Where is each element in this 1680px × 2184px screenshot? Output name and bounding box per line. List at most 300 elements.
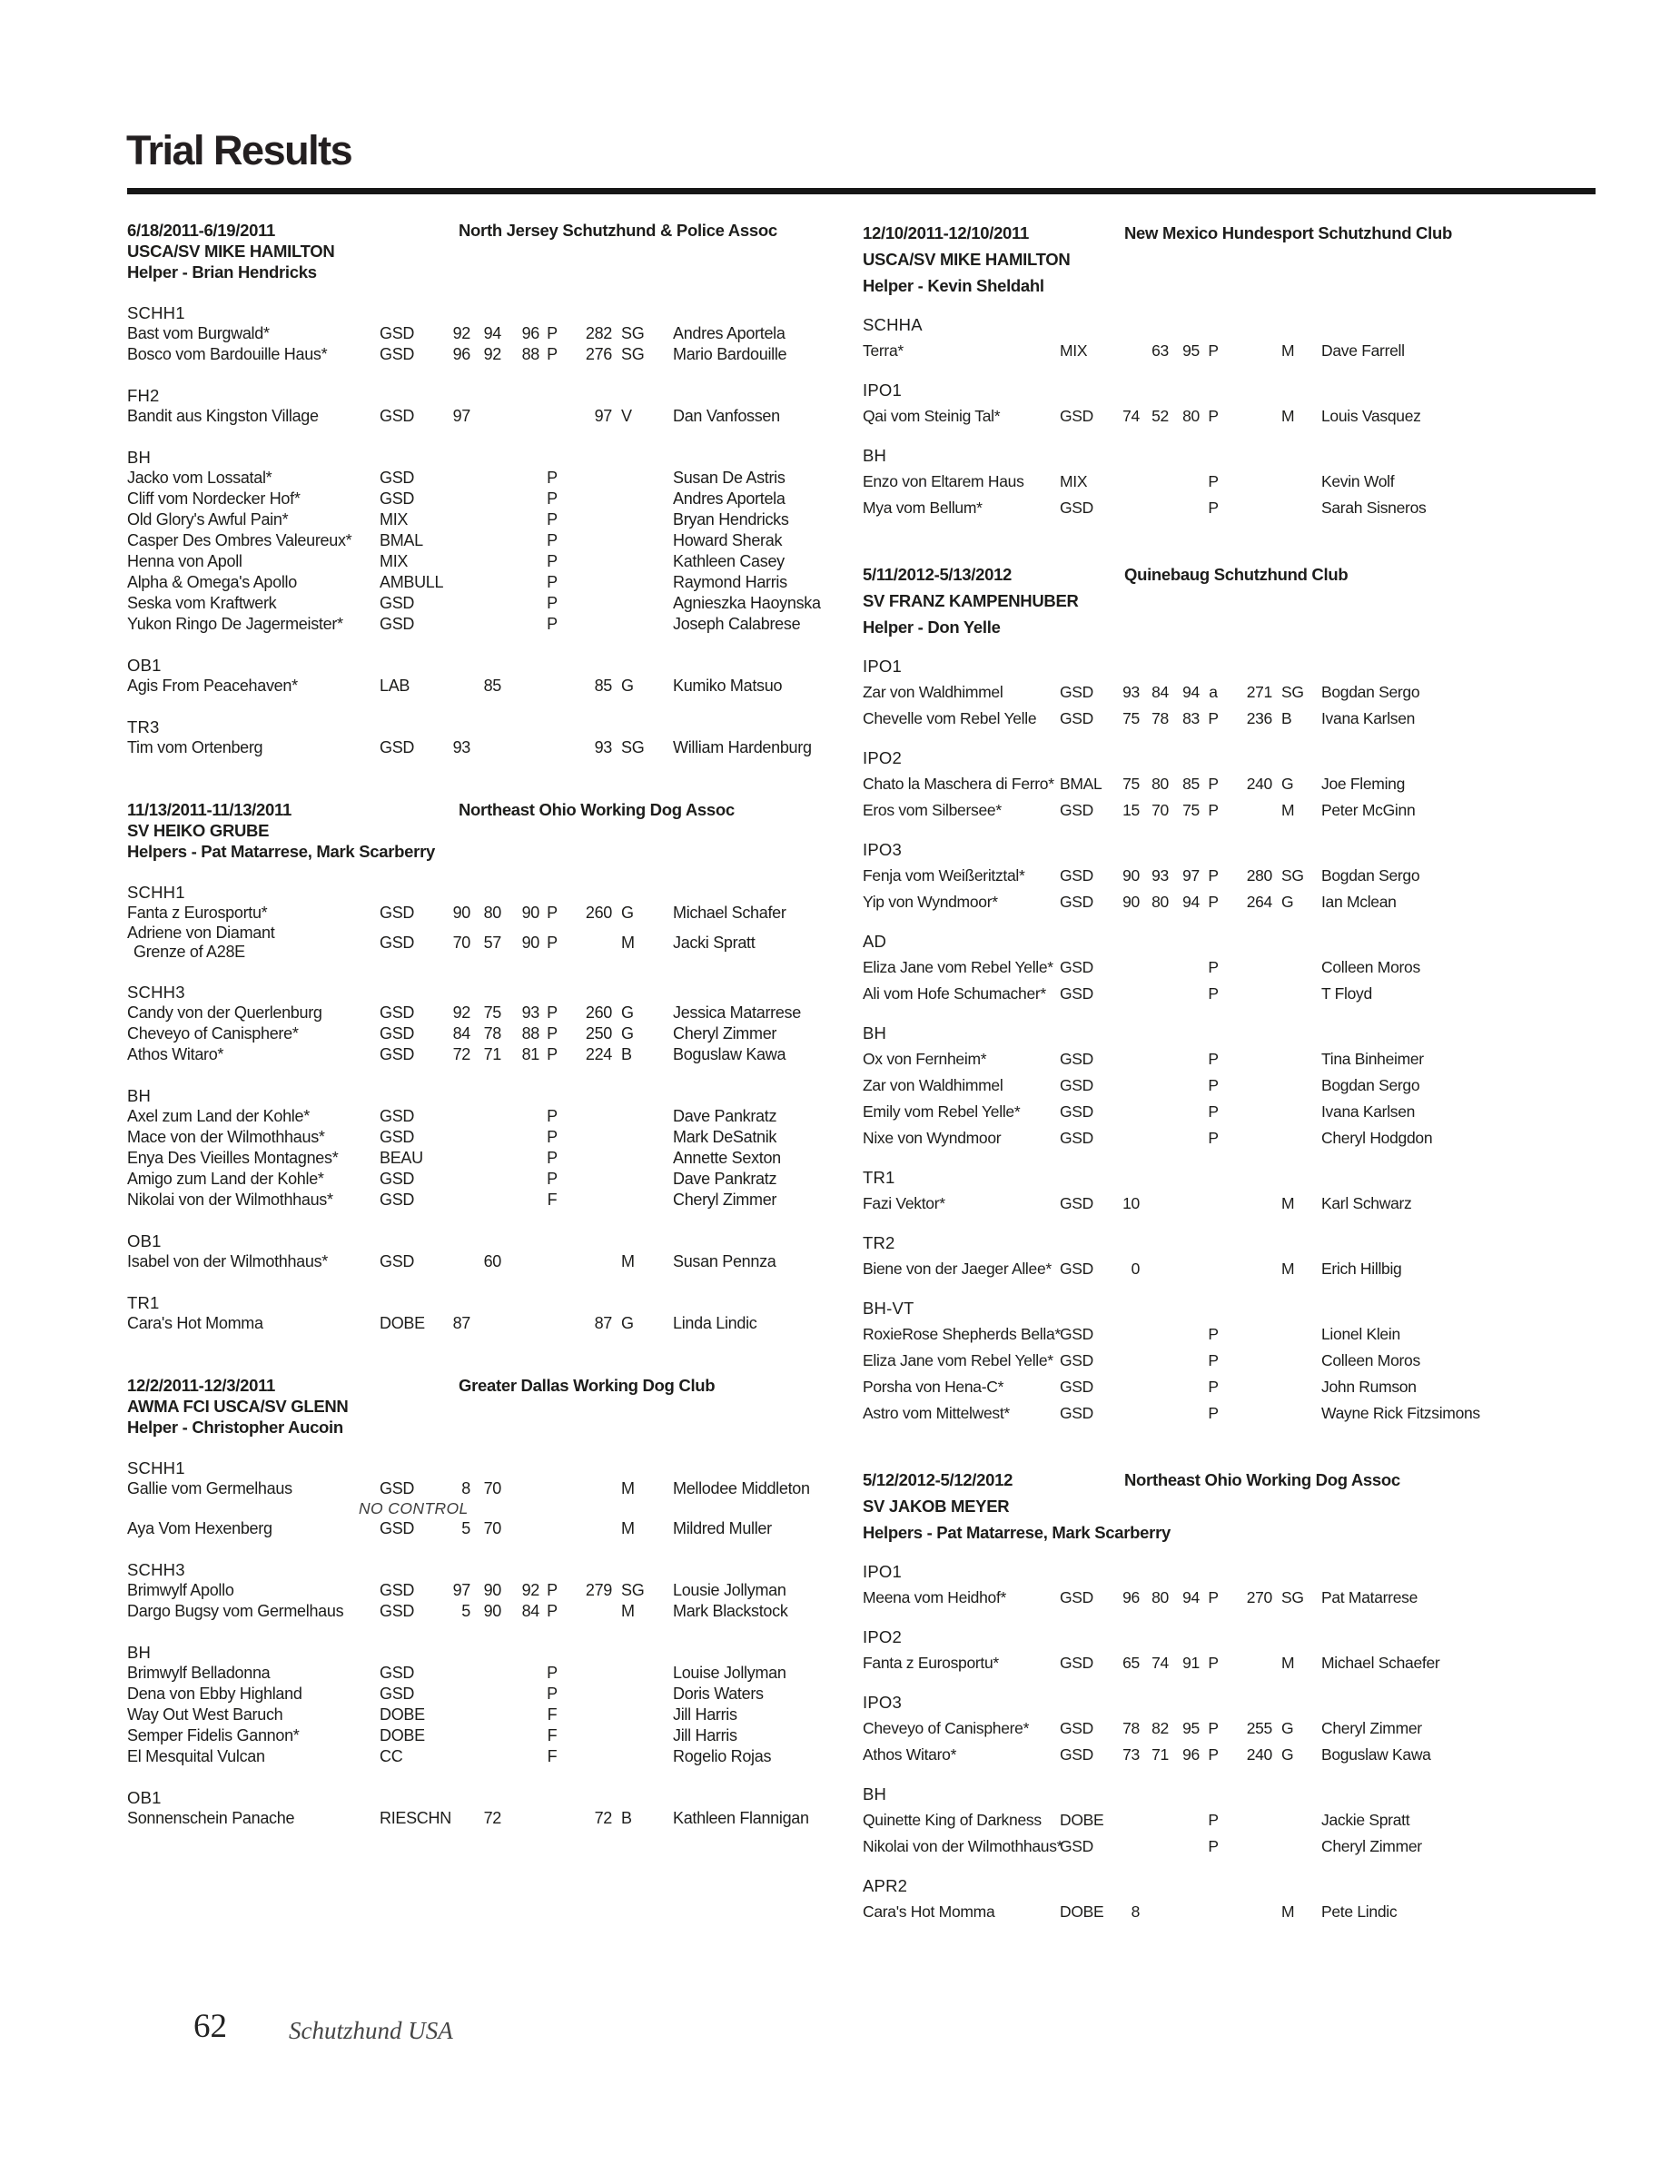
result-row <box>127 1106 817 1127</box>
handler-name: Mellodee Middleton <box>673 1479 810 1497</box>
breed: GSD <box>380 615 415 633</box>
result-row <box>863 1833 1589 1860</box>
rating: M <box>1281 1902 1295 1921</box>
section-title: BH <box>863 1023 887 1043</box>
pass-fail-flag: P <box>547 1581 558 1599</box>
handler-name: Kevin Wolf <box>1321 472 1395 490</box>
dog-name <box>127 677 380 696</box>
dog-name-line: Yip von Wyndmoor* <box>863 893 998 911</box>
title-section <box>863 1624 1589 1676</box>
score-protection: 80 <box>1182 407 1200 425</box>
rating: M <box>1281 341 1295 360</box>
handler-name: Bogdan Sergo <box>1321 1076 1420 1094</box>
score-protection: 91 <box>1182 1654 1200 1672</box>
pass-fail-flag: P <box>1208 801 1219 819</box>
rating: M <box>1281 1260 1295 1278</box>
trial-helper: Helper - Kevin Sheldahl <box>863 275 1044 295</box>
score-tracking: 90 <box>452 904 470 922</box>
section-title: OB1 <box>127 1231 162 1250</box>
result-row <box>863 1585 1589 1611</box>
score-protection: 95 <box>1182 1719 1200 1737</box>
dog-name-line: Nikolai von der Wilmothhaus* <box>863 1837 1063 1855</box>
page-number: 62 <box>193 2008 227 2045</box>
rating: SG <box>621 345 645 363</box>
rating: M <box>1281 407 1295 425</box>
handler-name: Cheryl Zimmer <box>1321 1719 1422 1737</box>
result-row <box>127 1580 817 1601</box>
trial-dates: 11/13/2011-11/13/2011 <box>127 799 292 819</box>
section-title: IPO1 <box>863 657 902 676</box>
trial-club: North Jersey Schutzhund & Police Assoc <box>459 220 777 240</box>
title-section <box>863 1020 1589 1151</box>
result-row <box>127 1725 817 1746</box>
handler-name: Mark Blackstock <box>673 1602 788 1620</box>
breed: GSD <box>1060 1404 1094 1422</box>
pass-fail-flag: P <box>547 1003 558 1022</box>
result-row <box>863 1046 1589 1072</box>
dog-name-line: Enya Des Vieilles Montagnes* <box>127 1149 339 1167</box>
rating: SG <box>1281 866 1304 884</box>
rating: M <box>621 1602 635 1620</box>
pass-fail-flag: P <box>1208 1102 1219 1121</box>
section-title: SCHHA <box>863 315 923 334</box>
breed: GSD <box>380 1170 415 1188</box>
pass-fail-flag: P <box>1208 1050 1219 1068</box>
section-title: BH <box>863 446 887 465</box>
result-row <box>863 1348 1589 1374</box>
trial-club: Northeast Ohio Working Dog Assoc <box>1124 1469 1400 1489</box>
dog-name-line: Quinette King of Darkness <box>863 1811 1042 1829</box>
dog-name-line: Ox von Fernheim* <box>863 1050 987 1068</box>
result-row <box>127 1746 817 1767</box>
dog-name-line: Dena von Ebby Highland <box>127 1685 302 1703</box>
breed: GSD <box>380 1581 415 1599</box>
breed: GSD <box>380 324 415 342</box>
pass-fail-flag: F <box>547 1705 558 1724</box>
dog-name <box>863 1351 1060 1370</box>
total-score: 72 <box>594 1809 612 1827</box>
handler-name: T Floyd <box>1321 984 1372 1003</box>
dog-name-line: Eliza Jane vom Rebel Yelle* <box>863 1351 1053 1369</box>
dog-name-line: Cara's Hot Momma <box>127 1314 263 1332</box>
rating: B <box>621 1809 632 1827</box>
breed: GSD <box>380 1107 415 1125</box>
dog-name-line: Yukon Ringo De Jagermeister* <box>127 615 343 633</box>
breed: GSD <box>1060 866 1094 884</box>
score-protection: 85 <box>1182 775 1200 793</box>
breed: GSD <box>1060 1129 1094 1147</box>
dog-name-line: Eliza Jane vom Rebel Yelle* <box>863 958 1053 976</box>
score-obedience: 71 <box>483 1045 501 1063</box>
score-obedience: 92 <box>483 345 501 363</box>
handler-name: Colleen Moros <box>1321 1351 1420 1369</box>
total-score: 224 <box>585 1045 612 1063</box>
score-protection: 95 <box>1182 341 1200 360</box>
handler-name: Tina Binheimer <box>1321 1050 1424 1068</box>
dog-name <box>127 1581 380 1600</box>
trial-club: Northeast Ohio Working Dog Assoc <box>459 799 735 819</box>
breed: GSD <box>380 594 415 612</box>
section-title: IPO2 <box>863 1627 902 1646</box>
pass-fail-flag: P <box>1208 709 1219 727</box>
pass-fail-flag: P <box>1208 1719 1219 1737</box>
pass-fail-flag: P <box>1208 984 1219 1003</box>
pass-fail-flag: P <box>547 324 558 342</box>
result-row <box>127 1663 817 1684</box>
dog-name <box>863 958 1060 977</box>
dog-name <box>863 1194 1060 1213</box>
dog-name <box>863 341 1060 361</box>
handler-name: Michael Schaefer <box>1321 1654 1440 1672</box>
breed: GSD <box>380 1664 415 1682</box>
breed: GSD <box>1060 1745 1094 1764</box>
result-row <box>127 614 817 635</box>
dog-name-line: Fanta z Eurosportu* <box>127 904 268 922</box>
pass-fail-flag: a <box>1209 683 1218 701</box>
breed: DOBE <box>380 1726 425 1744</box>
result-row <box>127 468 817 489</box>
handler-name: Lousie Jollyman <box>673 1581 786 1599</box>
rating: SG <box>621 324 645 342</box>
score-protection: 96 <box>1182 1745 1200 1764</box>
dog-name <box>863 801 1060 820</box>
section-title: SCHH1 <box>127 1458 185 1477</box>
handler-name: Raymond Harris <box>673 573 787 591</box>
result-row <box>127 344 817 365</box>
result-row <box>863 495 1589 521</box>
pass-fail-flag: P <box>547 1170 558 1188</box>
title-section <box>863 928 1589 1007</box>
section-title: BH <box>127 448 152 467</box>
score-protection: 81 <box>521 1045 539 1063</box>
handler-name: Boguslaw Kawa <box>673 1045 786 1063</box>
rating: SG <box>621 1581 645 1599</box>
dog-name-line: Mace von der Wilmothhaus* <box>127 1128 325 1146</box>
breed: GSD <box>380 904 415 922</box>
total-score: 260 <box>585 1003 612 1022</box>
score-obedience: 70 <box>1151 801 1169 819</box>
dog-name-line: Bandit aus Kingston Village <box>127 407 319 425</box>
dog-name <box>863 1050 1060 1069</box>
dog-name-line: Astro vom Mittelwest* <box>863 1404 1010 1422</box>
trial-dates: 6/18/2011-6/19/2011 <box>127 220 276 240</box>
result-row <box>127 1190 817 1211</box>
score-tracking: 8 <box>1131 1902 1140 1921</box>
pass-fail-flag: P <box>1208 1076 1219 1094</box>
handler-name: Cheryl Hodgdon <box>1321 1129 1433 1147</box>
handler-name: Colleen Moros <box>1321 958 1420 976</box>
section-title: BH <box>863 1784 887 1804</box>
result-row <box>127 1518 817 1539</box>
trial-dates: 5/12/2012-5/12/2012 <box>863 1469 1013 1489</box>
dog-name-line: Gallie vom Germelhaus <box>127 1479 292 1497</box>
result-row <box>127 676 817 697</box>
breed: GSD <box>1060 407 1094 425</box>
dog-name <box>863 1404 1060 1423</box>
dog-name <box>863 775 1060 794</box>
pass-fail-flag: P <box>547 1664 558 1682</box>
dog-name-line: Qai vom Steinig Tal* <box>863 407 1001 425</box>
title-section <box>863 1873 1589 1925</box>
handler-name: Pat Matarrese <box>1321 1588 1418 1606</box>
dog-name <box>863 1837 1063 1856</box>
section-title: FH2 <box>127 386 160 405</box>
dog-name <box>127 738 380 757</box>
rating: G <box>621 1003 634 1022</box>
score-obedience: 78 <box>1151 709 1169 727</box>
rating: SG <box>621 738 645 756</box>
score-obedience: 90 <box>483 1602 501 1620</box>
handler-name: Peter McGinn <box>1321 801 1416 819</box>
title-section <box>127 1787 817 1829</box>
score-obedience: 70 <box>483 1479 501 1497</box>
section-title: IPO3 <box>863 840 902 859</box>
handler-name: Cheryl Zimmer <box>1321 1837 1422 1855</box>
total-score: 271 <box>1246 683 1272 701</box>
score-protection: 75 <box>1182 801 1200 819</box>
score-tracking: 96 <box>1122 1588 1140 1606</box>
dog-name <box>863 1325 1060 1344</box>
trial-block <box>127 799 817 1334</box>
dog-name-line: Chevelle vom Rebel Yelle <box>863 709 1037 727</box>
result-row <box>863 1650 1589 1676</box>
handler-name: John Rumson <box>1321 1378 1417 1396</box>
trial-block <box>863 561 1589 1427</box>
score-obedience: 94 <box>483 324 501 342</box>
section-title: SCHH1 <box>127 883 185 902</box>
dog-name-line: Cheveyo of Canisphere* <box>863 1719 1030 1737</box>
score-tracking: 75 <box>1122 775 1140 793</box>
score-tracking: 93 <box>452 738 470 756</box>
handler-name: Rogelio Rojas <box>673 1747 772 1765</box>
section-title: TR2 <box>863 1233 895 1252</box>
handler-name: Ivana Karlsen <box>1321 709 1416 727</box>
title-section <box>127 1458 817 1539</box>
dog-name-line: Henna von Apoll <box>127 552 242 570</box>
breed: MIX <box>380 510 409 529</box>
breed: GSD <box>380 933 415 952</box>
dog-name-line: Isabel von der Wilmothhaus* <box>127 1252 329 1270</box>
title-section <box>127 1085 817 1211</box>
breed: GSD <box>1060 1837 1094 1855</box>
pass-fail-flag: P <box>547 1685 558 1703</box>
dog-name-line: Casper Des Ombres Valeureux* <box>127 531 352 549</box>
handler-name: Boguslaw Kawa <box>1321 1745 1431 1764</box>
dog-name-line: Ali vom Hofe Schumacher* <box>863 984 1046 1003</box>
breed: RIESCHN <box>380 1809 451 1827</box>
trial-dates: 12/10/2011-12/10/2011 <box>863 222 1030 242</box>
breed: LAB <box>380 677 410 695</box>
score-tracking: 72 <box>452 1045 470 1063</box>
dog-name-line: Athos Witaro* <box>863 1745 957 1764</box>
score-protection: 94 <box>1182 1588 1200 1606</box>
pass-fail-flag: P <box>547 552 558 570</box>
total-score: 240 <box>1246 1745 1272 1764</box>
section-title: IPO1 <box>863 1562 902 1581</box>
score-obedience: 93 <box>1151 866 1169 884</box>
title-section <box>127 1230 817 1272</box>
score-tracking: 93 <box>1122 683 1140 701</box>
dog-name <box>127 1519 380 1538</box>
dog-name <box>863 984 1060 1003</box>
trial-dates: 12/2/2011-12/3/2011 <box>127 1375 276 1395</box>
title-section <box>127 1642 817 1767</box>
result-row <box>863 469 1589 495</box>
dog-name <box>127 469 380 488</box>
handler-name: Kumiko Matsuo <box>673 677 783 695</box>
breed: GSD <box>1060 1654 1094 1672</box>
result-row <box>127 924 817 962</box>
section-title: BH-VT <box>863 1299 914 1318</box>
breed: GSD <box>1060 499 1094 517</box>
pass-fail-flag: P <box>1208 1745 1219 1764</box>
breed: DOBE <box>1060 1902 1104 1921</box>
breed: GSD <box>1060 958 1094 976</box>
section-title: TR1 <box>127 1293 160 1312</box>
total-score: 282 <box>585 324 612 342</box>
handler-name: Andres Aportela <box>673 489 786 508</box>
section-title: AD <box>863 932 887 951</box>
rating: M <box>621 1519 635 1537</box>
pass-fail-flag: F <box>547 1191 558 1209</box>
dog-name-line: Bosco vom Bardouille Haus* <box>127 345 328 363</box>
handler-name: Andres Aportela <box>673 324 786 342</box>
rating: SG <box>1281 1588 1304 1606</box>
rating: M <box>1281 801 1295 819</box>
trial-judge: SV JAKOB MEYER <box>863 1496 1010 1516</box>
handler-name: Ivana Karlsen <box>1321 1102 1416 1121</box>
trial-dates: 5/11/2012-5/13/2012 <box>863 564 1013 584</box>
breed: DOBE <box>1060 1811 1104 1829</box>
trial-judge: SV FRANZ KAMPENHUBER <box>863 590 1079 610</box>
pass-fail-flag: P <box>547 531 558 549</box>
result-row <box>127 1023 817 1044</box>
breed: CC <box>380 1747 403 1765</box>
trial-judge: USCA/SV MIKE HAMILTON <box>127 241 335 261</box>
pass-fail-flag: P <box>547 1107 558 1125</box>
handler-name: Wayne Rick Fitzsimons <box>1321 1404 1480 1422</box>
handler-name: Ian Mclean <box>1321 893 1397 911</box>
section-title: OB1 <box>127 1788 162 1807</box>
title-section <box>863 1295 1589 1427</box>
total-score: 93 <box>594 738 612 756</box>
rating: M <box>1281 1654 1295 1672</box>
title-section <box>127 447 821 635</box>
handler-name: Jacki Spratt <box>673 933 756 952</box>
dog-name-line: Agis From Peacehaven* <box>127 677 298 695</box>
handler-name: Susan Pennza <box>673 1252 776 1270</box>
handler-name: Mario Bardouille <box>673 345 787 363</box>
score-tracking: 75 <box>1122 709 1140 727</box>
title-section <box>127 385 817 427</box>
dog-name <box>127 1705 380 1724</box>
handler-name: Kathleen Casey <box>673 552 785 570</box>
result-row <box>127 903 817 924</box>
handler-name: Jessica Matarrese <box>673 1003 801 1022</box>
result-row <box>863 1321 1589 1348</box>
result-row <box>127 551 817 572</box>
pass-fail-flag: P <box>547 1602 558 1620</box>
dog-name-line: El Mesquital Vulcan <box>127 1747 265 1765</box>
breed: GSD <box>380 1602 415 1620</box>
pass-fail-flag: P <box>547 594 558 612</box>
score-protection: 96 <box>521 324 539 342</box>
dog-name-line: Candy von der Querlenburg <box>127 1003 322 1022</box>
dog-name <box>127 531 380 550</box>
score-tracking: 15 <box>1122 801 1140 819</box>
dog-name-line: Adriene von Diamant <box>127 924 275 942</box>
rating: M <box>621 1252 635 1270</box>
dog-name <box>127 510 380 529</box>
score-protection: 93 <box>521 1003 539 1022</box>
result-note: NO CONTROL <box>359 1499 469 1517</box>
title-section <box>863 1230 1589 1282</box>
dog-name <box>127 1107 380 1126</box>
pass-fail-flag: P <box>547 1024 558 1043</box>
dog-name-line: Meena vom Heidhof* <box>863 1588 1007 1606</box>
result-row <box>127 323 817 344</box>
dog-name <box>127 1045 380 1064</box>
pass-fail-flag: P <box>547 510 558 529</box>
result-row <box>863 863 1589 889</box>
handler-name: Bryan Hendricks <box>673 510 789 529</box>
handler-name: William Hardenburg <box>673 738 812 756</box>
dog-name-line: Brimwylf Belladonna <box>127 1664 271 1682</box>
trial-header-line <box>127 799 817 820</box>
section-title: BH <box>127 1643 152 1662</box>
breed: GSD <box>380 469 415 487</box>
score-tracking: 5 <box>461 1519 470 1537</box>
dog-name-line: Cheveyo of Canisphere* <box>127 1024 299 1043</box>
result-row <box>127 1148 817 1169</box>
score-obedience: 80 <box>1151 893 1169 911</box>
pass-fail-flag: P <box>1208 866 1219 884</box>
dog-name <box>127 615 380 634</box>
breed: GSD <box>1060 1719 1094 1737</box>
dog-name-line: Bast vom Burgwald* <box>127 324 270 342</box>
score-obedience: 80 <box>1151 775 1169 793</box>
breed: GSD <box>380 1191 415 1209</box>
total-score: 250 <box>585 1024 612 1043</box>
handler-name: Dave Pankratz <box>673 1107 777 1125</box>
pass-fail-flag: F <box>547 1726 558 1744</box>
breed: GSD <box>380 738 415 756</box>
score-obedience: 82 <box>1151 1719 1169 1737</box>
score-obedience: 71 <box>1151 1745 1169 1764</box>
trial-block <box>863 220 1589 521</box>
handler-name: Joseph Calabrese <box>673 615 801 633</box>
score-tracking: 0 <box>1131 1260 1140 1278</box>
score-tracking: 73 <box>1122 1745 1140 1764</box>
result-row <box>863 1256 1589 1282</box>
score-protection: 84 <box>521 1602 539 1620</box>
rating: M <box>621 1479 635 1497</box>
breed: DOBE <box>380 1705 425 1724</box>
title-section <box>127 716 817 758</box>
dog-name-line: Emily vom Rebel Yelle* <box>863 1102 1021 1121</box>
total-score: 279 <box>585 1581 612 1599</box>
pass-fail-flag: P <box>1208 1588 1219 1606</box>
dog-name-line: Zar von Waldhimmel <box>863 683 1003 701</box>
pass-fail-flag: P <box>1208 958 1219 976</box>
dog-name-line: Cara's Hot Momma <box>863 1902 995 1921</box>
dog-name <box>127 1024 380 1043</box>
handler-name: Louis Vasquez <box>1321 407 1421 425</box>
dog-name <box>863 866 1060 885</box>
dog-name <box>127 904 380 923</box>
result-row <box>863 771 1589 797</box>
dog-name <box>127 552 380 571</box>
